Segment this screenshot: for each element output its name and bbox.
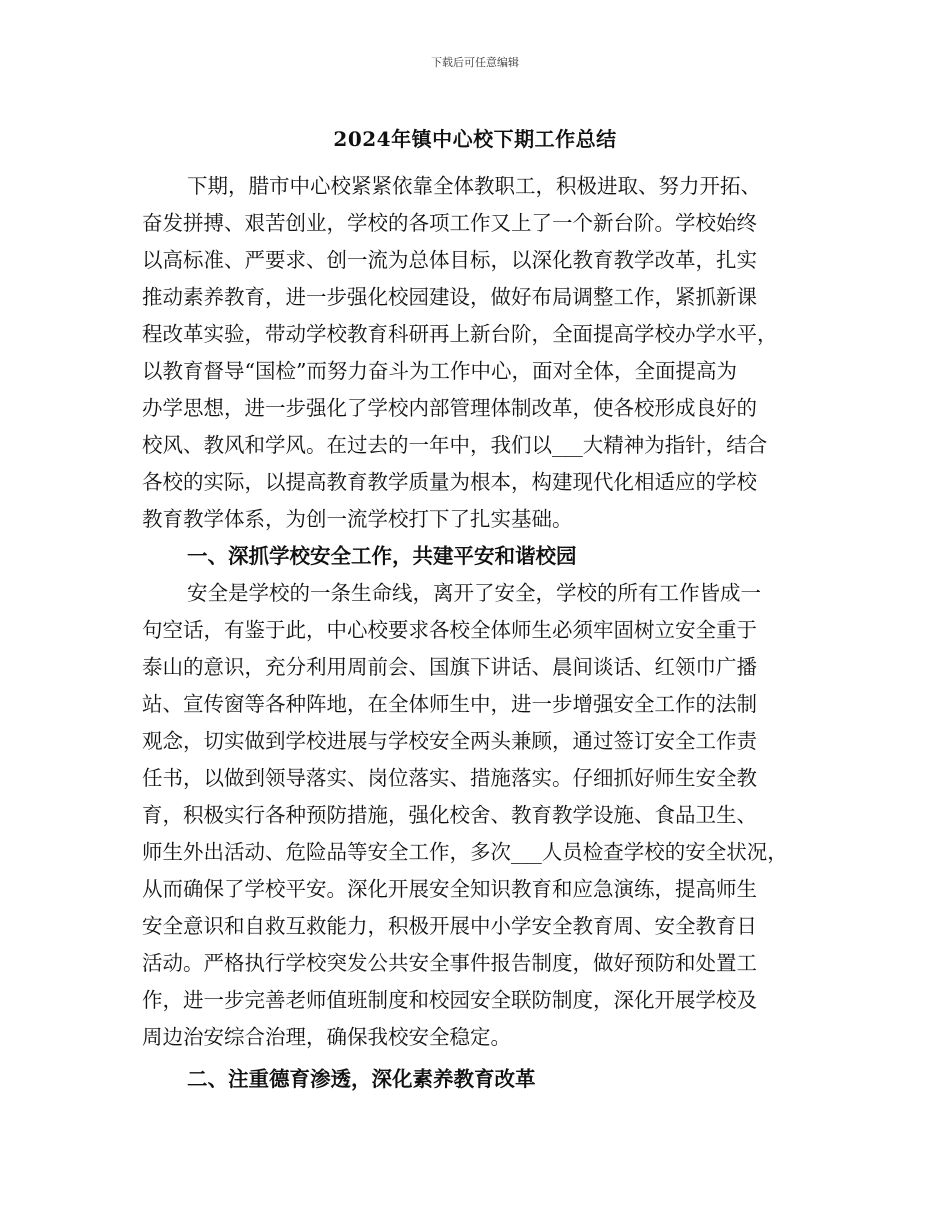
section1-line: 站、宣传窗等各种阵地，在全体师生中，进一步增强安全工作的法制 bbox=[142, 692, 757, 716]
section1-line: 周边治安综合治理，确保我校安全稳定。 bbox=[142, 1025, 511, 1049]
intro-line: 以教育督导“国检”而努力奋斗为工作中心，面对全体，全面提高为 bbox=[142, 359, 737, 383]
section-heading: 一、深抓学校安全工作，共建平安和谐校园 bbox=[187, 544, 577, 568]
document-title: 2024年镇中心校下期工作总结 bbox=[333, 127, 617, 151]
intro-line: 教育教学体系，为创一流学校打下了扎实基础。 bbox=[142, 507, 573, 531]
intro-line: 推动素养教育，进一步强化校园建设，做好布局调整工作，紧抓新课 bbox=[142, 285, 757, 309]
intro-line: 以高标准、严要求、创一流为总体目标，以深化教育教学改革，扎实 bbox=[142, 248, 757, 272]
section1-line: 从而确保了学校平安。深化开展安全知识教育和应急演练，提高师生 bbox=[142, 877, 757, 901]
intro-line: 奋发拼搏、艰苦创业，学校的各项工作又上了一个新台阶。学校始终 bbox=[142, 211, 757, 235]
section1-line: 安全意识和自救互救能力，积极开展中小学安全教育周、安全教育日 bbox=[142, 914, 757, 938]
intro-line: 程改革实验，带动学校教育科研再上新台阶，全面提高学校办学水平， bbox=[142, 322, 778, 346]
section-heading: 二、注重德育渗透，深化素养教育改革 bbox=[187, 1067, 536, 1091]
intro-line: 校风、教风和学风。在过去的一年中，我们以___大精神为指针，结合 bbox=[142, 433, 768, 457]
header-note: 下载后可任意编辑 bbox=[431, 56, 519, 69]
section1-line: 育，积极实行各种预防措施，强化校舍、教育教学设施、食品卫生、 bbox=[142, 803, 757, 827]
section1-line: 师生外出活动、危险品等安全工作，多次___人员检查学校的安全状况， bbox=[142, 840, 788, 864]
section1-line: 泰山的意识，充分利用周前会、国旗下讲话、晨间谈话、红领巾广播 bbox=[142, 655, 757, 679]
section1-line: 作，进一步完善老师值班制度和校园安全联防制度，深化开展学校及 bbox=[142, 988, 757, 1012]
section1-line: 活动。严格执行学校突发公共安全事件报告制度，做好预防和处置工 bbox=[142, 951, 757, 975]
section1-line: 任书，以做到领导落实、岗位落实、措施落实。仔细抓好师生安全教 bbox=[142, 766, 757, 790]
intro-line: 各校的实际，以提高教育教学质量为根本，构建现代化相适应的学校 bbox=[142, 470, 757, 494]
intro-line: 办学思想，进一步强化了学校内部管理体制改革，使各校形成良好的 bbox=[142, 396, 757, 420]
intro-line: 下期，腊市中心校紧紧依靠全体教职工，积极进取、努力开拓、 bbox=[187, 174, 761, 198]
section1-line: 观念，切实做到学校进展与学校安全两头兼顾，通过签订安全工作责 bbox=[142, 729, 757, 753]
section1-line: 安全是学校的一条生命线，离开了安全，学校的所有工作皆成一 bbox=[187, 581, 761, 605]
section1-line: 句空话，有鉴于此，中心校要求各校全体师生必须牢固树立安全重于 bbox=[142, 618, 757, 642]
